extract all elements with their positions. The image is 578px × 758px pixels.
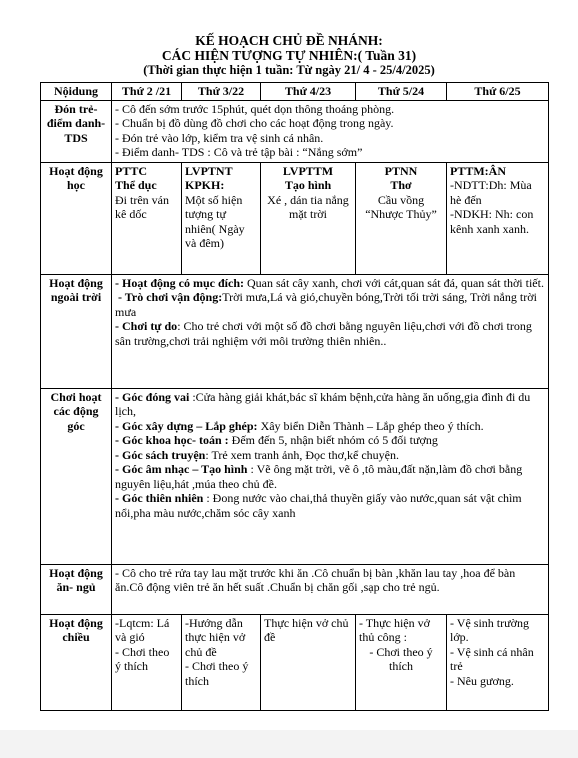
goc-item-text: : Đong nước vào chai,thả thuyền giấy vào nước,quan sát vật chìm nổi,pha màu nước,chăm sóc cây xanh	[115, 491, 522, 520]
row-hoat-dong-hoc	[41, 162, 549, 274]
goc-item	[115, 462, 545, 491]
ngoai-troi-item-head: - Trò chơi vận động:	[118, 290, 223, 304]
goc-item-head: - Góc thiên nhiên	[115, 491, 204, 505]
weekly-plan-table	[40, 82, 549, 711]
goc-item	[115, 491, 545, 520]
header-thu: Thứ 5/24	[356, 83, 447, 101]
chieu-thu-line: - Chơi theo ý thích	[369, 644, 433, 673]
ngoai-troi-item	[115, 276, 545, 291]
hdh-wed-code: LVPTTM	[282, 163, 334, 178]
goc-item-text: :Cửa hàng giải khát,bác sĩ khám bệnh,cửa hàng ăn uống,gia đình đi du lịch,	[115, 389, 531, 418]
an-ngu-content: - Cô cho trẻ rửa tay lau mặt trước khi ăn .Cô chuẩn bị bàn ,khăn lau tay ,hoa để bàn ăn.Cô động viên trẻ ăn hết suất .Chuẩn bị chăn gối ,sạp cho trẻ ngủ.	[112, 564, 549, 614]
goc-item	[115, 433, 545, 448]
goc-item-head: - Góc khoa học- toán :	[115, 433, 229, 447]
hdh-thu-code: PTNN	[384, 163, 418, 178]
chieu-tue-line: -Hướng dẫn thực hiện vở chủ đề	[185, 615, 246, 659]
row-label-hoat-dong-hoc: Hoạt động học	[41, 162, 112, 274]
title-line-1: KẾ HOẠCH CHỦ ĐỀ NHÁNH:	[195, 33, 383, 48]
chieu-fri-line: - Vệ sinh trường lớp.	[450, 615, 529, 644]
hdh-fri-line1: -NDTT:Dh: Mùa hè đến	[450, 178, 532, 207]
chieu-fri-line: - Nêu gương.	[450, 673, 514, 688]
chieu-mon	[112, 614, 182, 710]
header-content: Nộidung	[41, 83, 112, 101]
chieu-mon-line: - Chơi theo ý thích	[115, 644, 170, 673]
goc-item	[115, 419, 545, 434]
row-label-choi-goc: Chơi hoạt các động góc	[41, 388, 112, 564]
choi-goc-content	[112, 388, 549, 564]
goc-item-head: - Góc xây dựng – Lắp ghép:	[115, 418, 258, 433]
chieu-thu	[356, 614, 447, 710]
row-don-tre	[41, 100, 549, 162]
hdh-mon-code: PTTC	[115, 163, 148, 178]
title-line-2: CÁC HIỆN TƯỢNG TỰ NHIÊN:( Tuần 31)	[161, 48, 417, 63]
chieu-tue-line: - Chơi theo ý thích	[185, 659, 249, 688]
row-label-an-ngu: Hoạt động ăn- ngủ	[41, 564, 112, 614]
header-tue: Thứ 3/22	[182, 83, 261, 101]
goc-item-head: - Góc sách truyện	[115, 447, 206, 462]
ngoai-troi-item-head: - Chơi tự do	[115, 319, 178, 333]
hdh-tue	[182, 162, 261, 274]
hdh-mon-content: Đi trên ván kê dốc	[115, 192, 169, 221]
hdh-wed	[261, 162, 356, 274]
goc-item-text: : Vẽ ông mặt trời, vẽ ô ,tô màu,đất nặn,làm đồ chơi bằng nguyên liệu,hát ,múa theo chủ đề.	[115, 462, 523, 491]
chieu-thu-line: - Thực hiện vở thủ công :	[359, 615, 430, 644]
goc-item-text: Đếm đến 5, nhận biết nhóm có 5 đối tượng	[228, 433, 438, 447]
ngoai-troi-item-text: : Cho trẻ chơi với một số đồ chơi bằng nguyên liệu,chơi với đồ chơi trong sân trường,chơi trải nghiệm với môi trường thiên nhiên..	[115, 319, 532, 348]
chieu-fri-line: - Vệ sinh cá nhân trẻ	[450, 644, 534, 673]
hdh-tue-name: KPKH:	[185, 178, 225, 192]
ngoai-troi-item-text: Trời mưa,Lá và gió,chuyền bóng,Trời tối trời sáng, Trời nắng trời mưa	[115, 290, 537, 319]
row-an-ngu	[41, 564, 549, 614]
hdh-fri-code: PTTM:ÂN	[450, 163, 506, 178]
hdh-wed-content: Xé , dán tia nắng mặt trời	[267, 192, 349, 221]
hdh-mon-name: Thể dục	[115, 178, 157, 192]
row-chieu	[41, 614, 549, 710]
goc-item	[115, 390, 545, 419]
hdh-tue-code: LVPTNT	[185, 163, 233, 178]
row-ngoai-troi	[41, 274, 549, 388]
title-line-3: (Thời gian thực hiện 1 tuần: Từ ngày 21/ 4 - 25/4/2025)	[143, 63, 435, 77]
chieu-fri	[447, 614, 549, 710]
ngoai-troi-item	[115, 319, 545, 348]
goc-item-text: Xây biển Diễn Thành – Lắp ghép theo ý thích.	[257, 418, 484, 433]
don-tre-line: - Cô đến sớm trước 15phút, quét dọn thông thoáng phòng.	[115, 101, 395, 116]
ngoai-troi-item-head: - Hoạt động có mục đích:	[115, 275, 244, 290]
goc-item	[115, 448, 545, 463]
row-label-don-tre: Đón trẻ- điểm danh- TDS	[41, 100, 112, 162]
hdh-wed-name: Tạo hình	[284, 178, 332, 192]
don-tre-line: - Đón trẻ vào lớp, kiểm tra vệ sinh cá nhân.	[115, 130, 324, 145]
goc-item-head: - Góc âm nhạc – Tạo hình	[115, 462, 248, 476]
hdh-tue-content: Một số hiện tượng tự nhiên( Ngày và đêm)	[185, 192, 245, 250]
hdh-fri	[447, 162, 549, 274]
row-label-ngoai-troi: Hoạt động ngoài trời	[41, 274, 112, 388]
row-label-chieu: Hoạt động chiều	[41, 614, 112, 710]
chieu-wed: Thực hiện vở chủ đề	[261, 614, 356, 710]
header-mon: Thứ 2 /21	[112, 83, 182, 101]
hdh-thu-name: Thơ	[390, 178, 412, 192]
goc-item-head: - Góc đóng vai	[115, 389, 190, 404]
chieu-mon-line: -Lqtcm: Lá và gió	[115, 615, 170, 644]
hdh-thu-content: Cầu vồng “Nhược Thủy”	[365, 192, 437, 221]
chieu-tue	[182, 614, 261, 710]
hdh-thu	[356, 162, 447, 274]
ngoai-troi-content	[112, 274, 549, 388]
don-tre-line: - Điểm danh- TDS : Cô và trẻ tập bài : “Nắng sớm”	[115, 145, 363, 159]
don-tre-content	[112, 100, 549, 162]
don-tre-line: - Chuẩn bị đồ dùng đồ chơi cho các hoạt động trong ngày.	[115, 116, 394, 130]
hdh-fri-line2: -NDKH: Nh: con kênh xanh xanh.	[450, 207, 534, 236]
document-title	[0, 33, 578, 78]
header-wed: Thứ 4/23	[261, 83, 356, 101]
hdh-mon	[112, 162, 182, 274]
row-choi-goc	[41, 388, 549, 564]
goc-item-text: : Trẻ xem tranh ảnh, Đọc thơ,kể chuyện.	[205, 447, 399, 462]
ngoai-troi-item-text: Quan sát cây xanh, chơi với cát,quan sát đá, quan sát thời tiết.	[244, 275, 544, 290]
header-fri: Thứ 6/25	[447, 83, 549, 101]
ngoai-troi-item	[115, 290, 545, 319]
header-row	[41, 83, 549, 101]
